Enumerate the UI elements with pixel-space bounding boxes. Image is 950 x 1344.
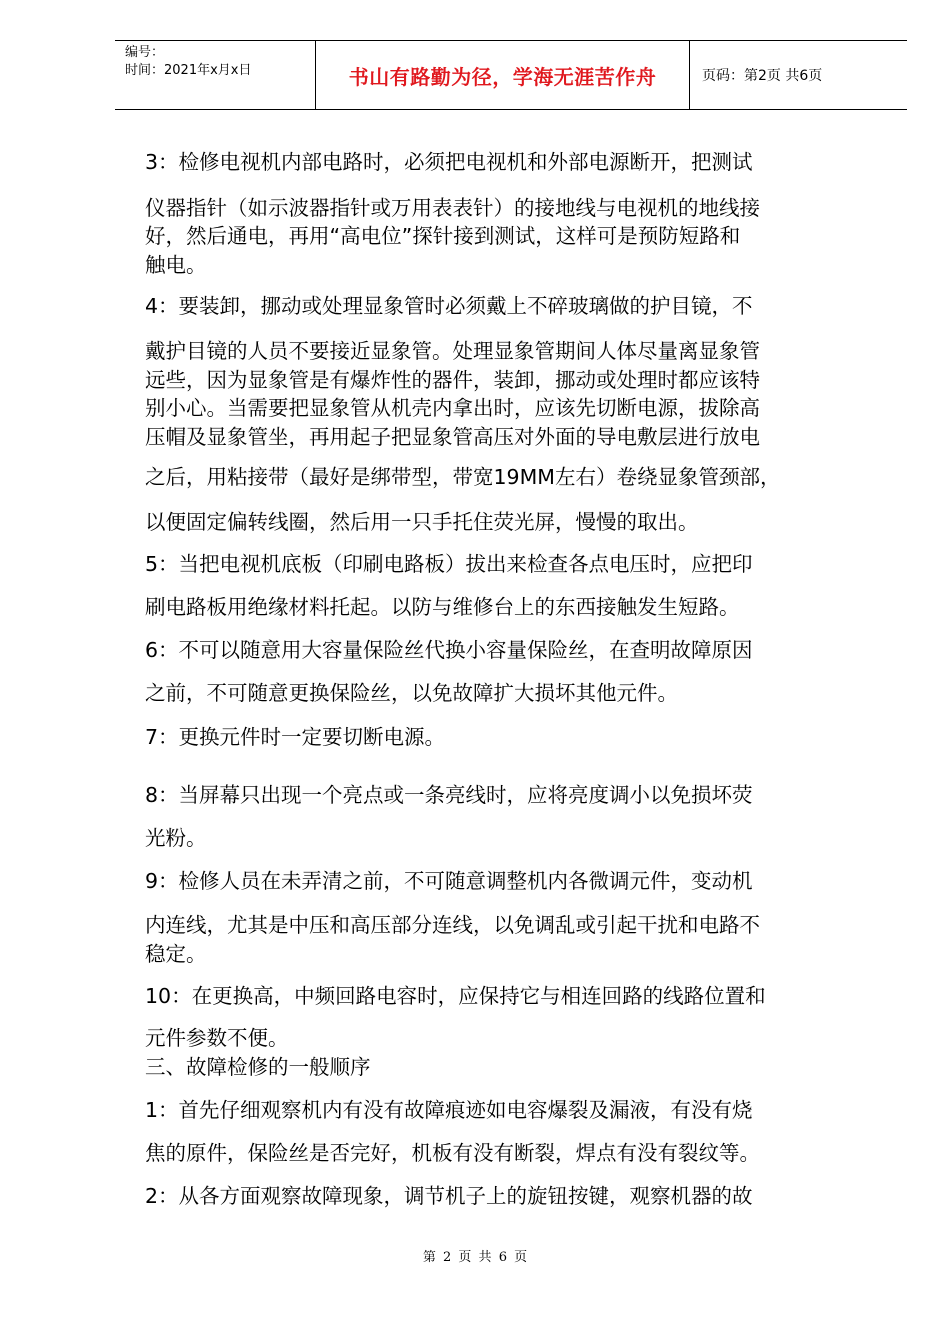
header-meta xyxy=(115,41,315,109)
text-line: 远些，因为显象管是有爆炸性的器件，装卸，挪动或处理时都应该特 xyxy=(145,368,760,392)
text-line: 触电。 xyxy=(145,253,207,277)
text-line: 光粉。 xyxy=(145,826,207,850)
text-line: 戴护目镜的人员不要接近显象管。处理显象管期间人体尽量离显象管 xyxy=(145,339,760,363)
text-line: 8：当屏幕只出现一个亮点或一条亮线时，应将亮度调小以免损坏荧 xyxy=(145,783,753,807)
text-line: 7：更换元件时一定要切断电源。 xyxy=(145,725,446,749)
header-motto: 书山有路勤为径，学海无涯苦作舟 xyxy=(348,64,657,89)
text-line: 之前，不可随意更换保险丝，以免故障扩大损坏其他元件。 xyxy=(145,681,678,705)
text-line: 4：要装卸，挪动或处理显象管时必须戴上不碎玻璃做的护目镜，不 xyxy=(145,294,753,318)
text-line: 6：不可以随意用大容量保险丝代换小容量保险丝，在查明故障原因 xyxy=(145,638,753,662)
text-line: 刷电路板用绝缘材料托起。以防与维修台上的东西接触发生短路。 xyxy=(145,595,740,619)
text-line: 压帽及显象管坐，再用起子把显象管高压对外面的导电敷层进行放电 xyxy=(145,425,760,449)
text-line: 仪器指针（如示波器指针或万用表表针）的接地线与电视机的地线接 xyxy=(145,196,760,220)
header-page-info: 页码：第2页 共6页 xyxy=(702,68,823,84)
text-line: 焦的原件，保险丝是否完好，机板有没有断裂，焊点有没有裂纹等。 xyxy=(145,1141,760,1165)
text-line: 以便固定偏转线圈，然后用一只手托住荧光屏，慢慢的取出。 xyxy=(145,510,699,534)
text-line: 好，然后通电，再用“高电位”探针接到测试，这样可是预防短路和 xyxy=(145,224,741,248)
time-label: 时间：2021年x月x日 xyxy=(125,63,252,78)
text-line: 稳定。 xyxy=(145,942,207,966)
text-line: 5：当把电视机底板（印刷电路板）拔出来检查各点电压时，应把印 xyxy=(145,552,753,576)
text-line: 之后，用粘接带（最好是绑带型，带宽19MM左右）卷绕显象管颈部， xyxy=(145,465,781,489)
section-heading: 三、故障检修的一般顺序 xyxy=(145,1055,371,1079)
text-line: 元件参数不便。 xyxy=(145,1026,289,1050)
page-footer: 第 2 页 共 6 页 xyxy=(422,1250,528,1265)
text-line: 1：首先仔细观察机内有没有故障痕迹如电容爆裂及漏液，有没有烧 xyxy=(145,1098,753,1122)
text-line: 2：从各方面观察故障现象，调节机子上的旋钮按键，观察机器的故 xyxy=(145,1184,753,1208)
text-line: 内连线，尤其是中压和高压部分连线，以免调乱或引起干扰和电路不 xyxy=(145,913,760,937)
text-line: 3：检修电视机内部电路时，必须把电视机和外部电源断开，把测试 xyxy=(145,150,753,174)
document-header xyxy=(115,40,907,110)
text-line: 10：在更换高，中频回路电容时，应保持它与相连回路的线路位置和 xyxy=(145,984,766,1008)
text-line: 别小心。当需要把显象管从机壳内拿出时，应该先切断电源，拔除高 xyxy=(145,396,760,420)
number-label: 编号： xyxy=(125,45,165,60)
text-line: 9：检修人员在未弄清之前，不可随意调整机内各微调元件，变动机 xyxy=(145,869,753,893)
header-divider xyxy=(689,41,690,109)
